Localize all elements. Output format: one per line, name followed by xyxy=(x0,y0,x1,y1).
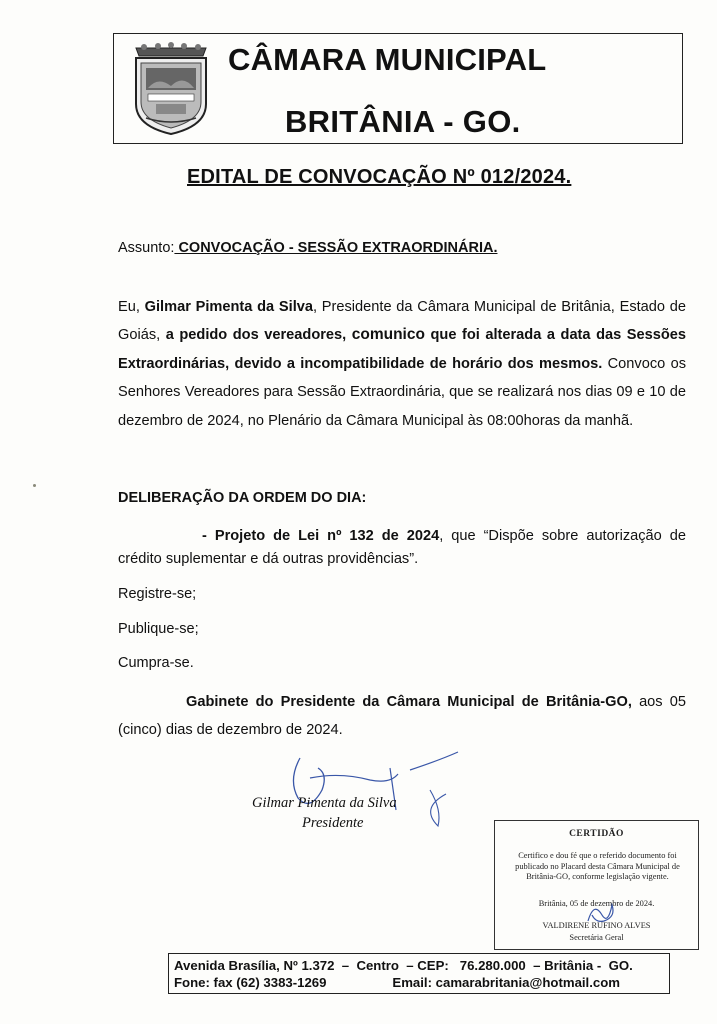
gabinete-paragraph xyxy=(118,688,686,744)
body-paragraph xyxy=(118,293,686,435)
body-bold-2: comunico xyxy=(351,326,425,344)
project-title: - Projeto de Lei nº 132 de 2024 xyxy=(202,528,440,544)
cumpra-line: Cumpra-se. xyxy=(118,655,194,671)
secretary-signature-icon xyxy=(582,897,622,929)
body-text-a: Eu, xyxy=(118,299,145,315)
certidao-signer: VALDIRENE RUFINO ALVES xyxy=(542,921,651,930)
deliberation-title: DELIBERAÇÃO DA ORDEM DO DIA: xyxy=(118,490,367,506)
subject-value: CONVOCAÇÃO - SESSÃO EXTRAORDINÁRIA. xyxy=(174,240,498,256)
registre-line: Registre-se; xyxy=(118,586,197,602)
subject-label: Assunto: xyxy=(118,240,175,256)
project-description: , que “Dispõe sobre autorização de crédito suplementar e dá outras providências”. xyxy=(118,528,686,567)
subject-line xyxy=(118,240,497,256)
certidao-text: Certifico e dou fé que o referido documento foi publicado no Placard desta Câmara Municipal de Britânia-GO, conforme legislação vigente. xyxy=(515,851,680,881)
gabinete-bold: Gabinete do Presidente da Câmara Municipal de Britânia-GO, xyxy=(186,694,632,710)
body-bold-3: que foi alterada a data das Sessões Extraordinárias, devido a incompatibilidade de horário dos mesmos. xyxy=(118,327,687,372)
certidao-date: Britânia, 05 de dezembro de 2024. xyxy=(538,899,655,908)
certidao-role: Secretária Geral xyxy=(569,933,624,942)
header-title: CÂMARA MUNICIPAL xyxy=(228,42,547,77)
body-text-c: Convoco os Senhores Vereadores para Sessão Extraordinária, que se realizará nos dias 09 e 10 de dezembro de 2024, no Plenário da Câmara Municipal às 08:00horas da manhã. xyxy=(118,355,687,429)
signature-role: Presidente xyxy=(302,815,364,831)
footer-contact: Fone: fax (62) 3383-1269 Email: camarabritania@hotmail.com xyxy=(174,975,621,990)
project-paragraph xyxy=(118,525,686,571)
gabinete-date: aos 05 (cinco) dias de dezembro de 2024. xyxy=(118,694,686,738)
footer-address: Avenida Brasília, Nº 1.372 – Centro – CEP: 76.280.000 – Britânia - GO. xyxy=(174,958,633,973)
certidao-title: CERTIDÃO xyxy=(569,829,624,839)
document-title: EDITAL DE CONVOCAÇÃO Nº 012/2024. xyxy=(187,166,572,188)
publique-line: Publique-se; xyxy=(118,621,199,637)
president-name: Gilmar Pimenta da Silva xyxy=(144,299,313,315)
body-text-b: , Presidente da Câmara Municipal de Britânia, Estado de Goiás, xyxy=(118,299,686,344)
header-subtitle: BRITÂNIA - GO. xyxy=(285,104,521,139)
body-bold-1: a pedido dos vereadores, xyxy=(165,327,352,344)
scan-speck xyxy=(33,484,36,487)
signature-name: Gilmar Pimenta da Silva xyxy=(252,795,397,811)
municipal-crest-icon xyxy=(128,42,214,136)
certidao-box xyxy=(494,820,699,950)
